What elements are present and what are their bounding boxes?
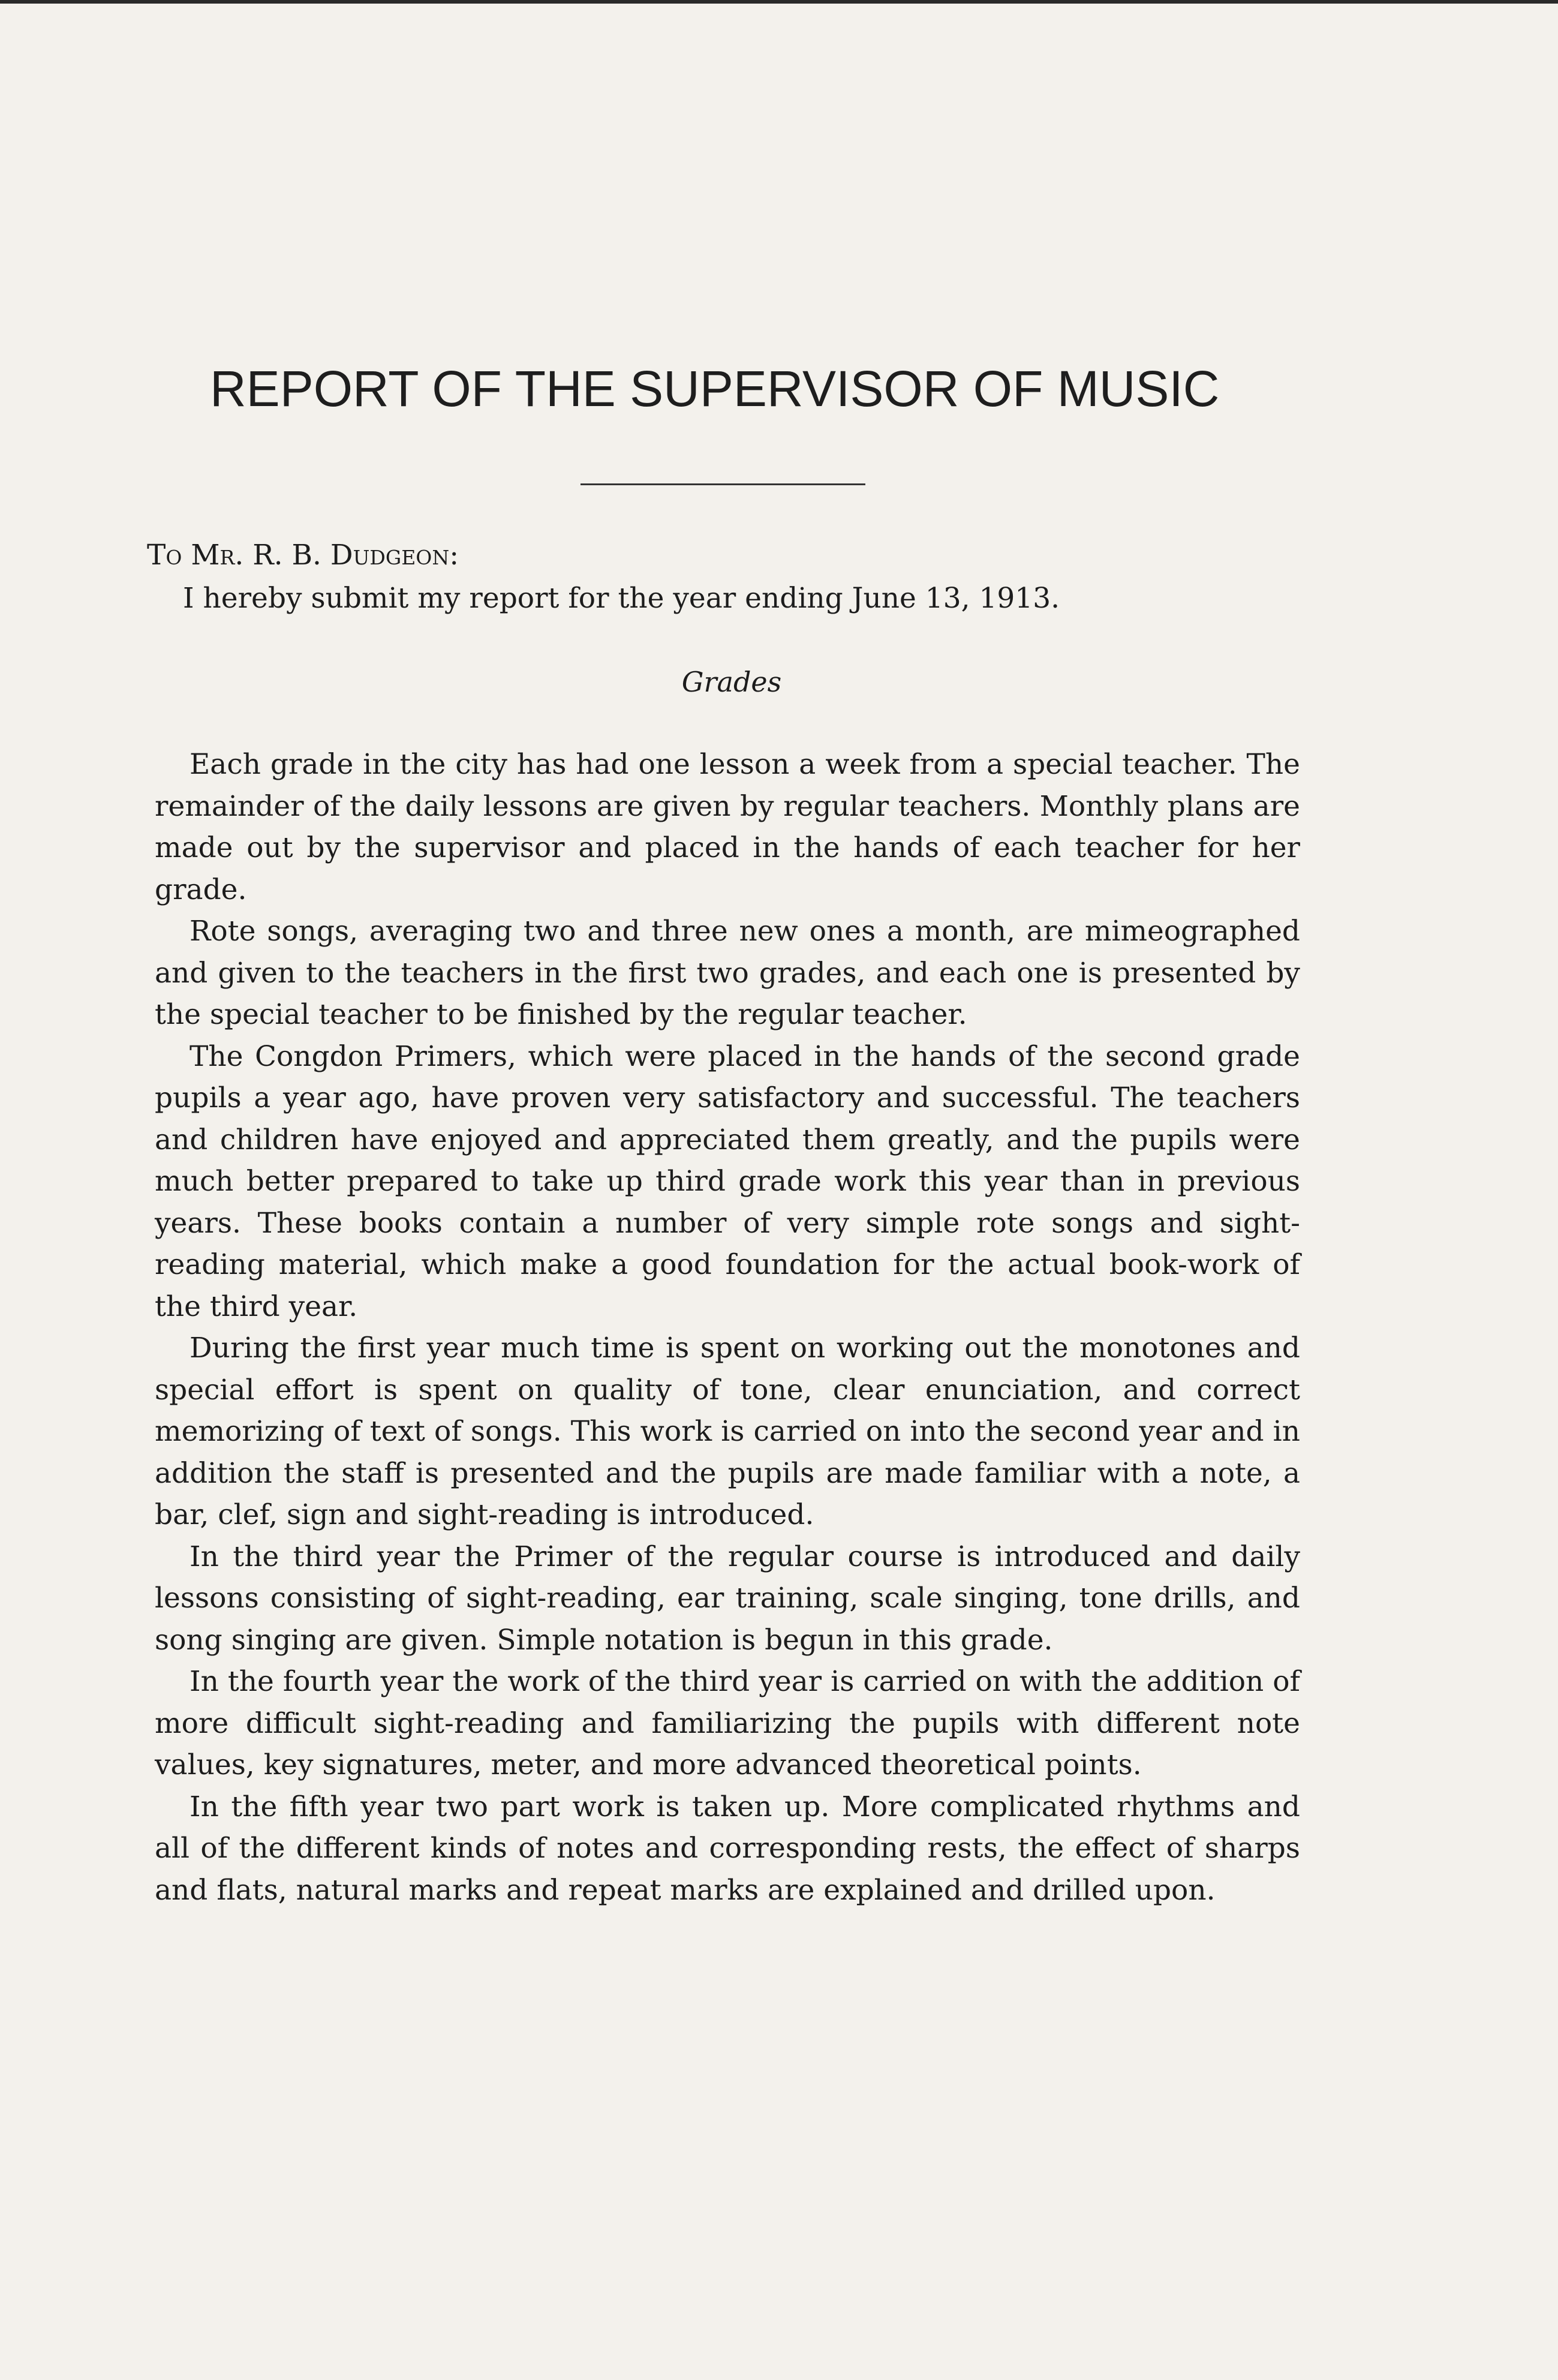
- intro-line: I hereby submit my report for the year ending June 13, 1913.: [183, 582, 1060, 615]
- salutation: To Mr. R. B. Dudgeon:: [147, 539, 459, 572]
- paragraph-third-year: In the third year the Primer of the regular course is introduced and daily lessons consisting of sight-reading, ear training, scale singing, tone drills, and song singing are given. Simple notation is begun in this grade.: [155, 1540, 1300, 1657]
- paragraph-grade-lessons: Each grade in the city has had one lesson a week from a special teacher. The remainder of the daily lessons are given by regular teachers. Monthly plans are made out by the supervisor and placed in the hands of each teacher for her grade.: [155, 748, 1300, 906]
- paragraph-first-year: During the first year much time is spent on working out the monotones and special effort is spent on quality of tone, clear enunciation, and correct memorizing of text of songs. This work is carried on into the second year and in addition the staff is presented and the pupils are made familiar with a note, a bar, clef, sign and sight-reading is introduced.: [155, 1332, 1300, 1531]
- page-title: REPORT OF THE SUPERVISOR OF MUSIC: [210, 360, 1220, 417]
- paragraph-fourth-year: In the fourth year the work of the third year is carried on with the addition of more difficult sight-reading and familiarizing the pupils with different note values, key signatures, meter, and more advanced theoretical points.: [155, 1665, 1300, 1781]
- paragraph-fifth-year: In the fifth year two part work is taken up. More complicated rhythms and all of the different kinds of notes and corresponding rests, the effect of sharps and flats, natural marks and repeat marks are explained and drilled upon.: [155, 1790, 1300, 1907]
- section-heading: Grades: [681, 666, 782, 698]
- title-divider: [581, 483, 865, 485]
- top-edge-rule: [0, 0, 1558, 4]
- body-text: [155, 744, 1300, 1911]
- paragraph-congdon-primers: The Congdon Primers, which were placed in the hands of the second grade pupils a year ago, have proven very satisfactory and successful. The teachers and children have enjoyed and appreciated them greatly, and the pupils were much better prepared to take up third grade work this year than in previous years. These books contain a number of very simple rote songs and sight-reading material, which make a good foundation for the actual book-work of the third year.: [155, 1039, 1300, 1323]
- paragraph-rote-songs: Rote songs, averaging two and three new ones a month, are mimeographed and given to the teachers in the first two grades, and each one is presented by the special teacher to be finished by the regular teacher.: [155, 915, 1300, 1031]
